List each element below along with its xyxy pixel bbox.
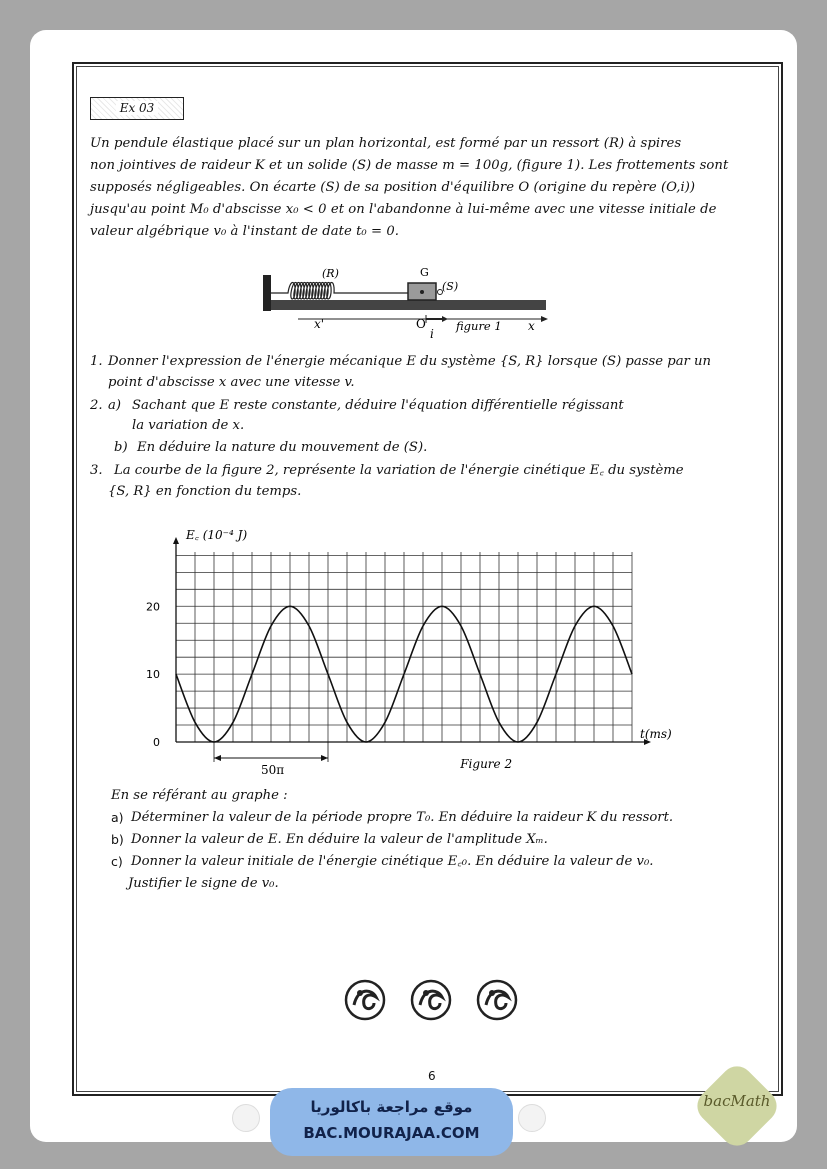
exercise-label — [90, 97, 184, 120]
solid-label: (S) — [442, 280, 459, 293]
x-label: x — [528, 319, 535, 333]
x-axis-label: t(ms) — [640, 727, 672, 741]
center-of-mass-dot — [420, 290, 424, 294]
graph-question-b-letter: b) — [111, 832, 124, 847]
y-tick-label: 20 — [146, 600, 160, 614]
graph-question-a-letter: a) — [111, 810, 124, 825]
question-1-number: 1. — [90, 354, 103, 369]
intro-line: non jointives de raideur K et un solide (S) de masse m = 100g, (figure 1). Les frottements sont — [90, 158, 729, 173]
ornament-icon — [412, 981, 450, 1019]
question-2a-letter: a) — [108, 398, 122, 413]
annotation-arrow-right — [321, 755, 328, 761]
horizontal-plane — [271, 300, 546, 310]
question-2-number: 2. — [90, 398, 103, 413]
figure-1-caption: figure 1 — [456, 319, 502, 333]
site-badge-url[interactable]: BAC.MOURAJAA.COM — [303, 1124, 480, 1142]
exercise-label-text: Ex 03 — [116, 101, 159, 115]
wall — [263, 275, 271, 311]
period-annotation — [214, 742, 328, 762]
spring-label: (R) — [322, 267, 339, 280]
graph-question-c-line-2: Justifier le signe de v₀. — [128, 876, 279, 891]
center-label: G — [420, 266, 429, 279]
chart-grid — [176, 552, 632, 742]
y-tick-label: 0 — [153, 736, 160, 749]
figure-2-caption: Figure 2 — [460, 757, 513, 771]
figure-2-chart — [146, 520, 690, 780]
question-2b-text: En déduire la nature du mouvement de (S). — [137, 440, 428, 455]
question-3-line-1: La courbe de la figure 2, représente la variation de l'énergie cinétique E꜀ du système — [114, 463, 684, 478]
intro-line: Un pendule élastique placé sur un plan horizontal, est formé par un ressort (R) à spires — [90, 136, 682, 151]
intro-line: valeur algébrique v₀ à l'instant de date t₀ = 0. — [90, 224, 400, 239]
unit-vector-arrow — [442, 316, 448, 322]
annotation-arrow-left — [214, 755, 221, 761]
site-badge-arabic: موقع مراجعة باكالوريا — [310, 1098, 473, 1116]
bacmath-logo-text: bacMath — [703, 1092, 771, 1110]
ornament-icon — [346, 981, 384, 1019]
question-2b-letter: b) — [114, 440, 128, 455]
y-axis-arrow — [173, 537, 179, 544]
intro-line: jusqu'au point M₀ d'abscisse x₀ < 0 et on l'abandonne à lui-même avec une vitesse initiale de — [90, 202, 717, 217]
question-3-line-2: {S, R} en fonction du temps. — [108, 484, 302, 499]
y-tick-label: 10 — [146, 668, 160, 682]
period-annotation-label: 50π — [261, 763, 285, 777]
chart-axes — [173, 537, 651, 745]
unit-vector-label: i — [430, 327, 434, 341]
y-axis-label: E꜀ (10⁻⁴ J) — [186, 528, 248, 542]
question-1-line-1: Donner l'expression de l'énergie mécanique E du système {S, R} lorsque (S) passe par un — [108, 354, 712, 369]
figure-1-diagram — [258, 262, 558, 342]
spring-coil — [271, 283, 408, 300]
site-logo-icon — [232, 1104, 260, 1132]
x-axis-arrow — [541, 316, 548, 322]
question-1-line-2: point d'abscisse x avec une vitesse v. — [108, 375, 355, 390]
graph-question-b-text: Donner la valeur de E. En déduire la valeur de l'amplitude Xₘ. — [131, 832, 548, 847]
graph-questions-intro: En se référant au graphe : — [111, 788, 288, 803]
question-2a-line-2: la variation de x. — [132, 418, 245, 433]
graph-question-c-line-1: Donner la valeur initiale de l'énergie cinétique E꜀₀. En déduire la valeur de v₀. — [131, 854, 654, 869]
graph-question-a-text: Déterminer la valeur de la période propre T₀. En déduire la raideur K du ressort. — [131, 810, 674, 825]
ornament-icon — [478, 981, 516, 1019]
question-2a-line-1: Sachant que E reste constante, déduire l'équation différentielle régissant — [132, 398, 624, 413]
intro-line: supposés négligeables. On écarte (S) de sa position d'équilibre O (origine du repère (O,i)) — [90, 180, 696, 195]
site-badge[interactable] — [270, 1088, 513, 1156]
origin-label: O — [416, 317, 426, 331]
site-logo-icon — [518, 1104, 546, 1132]
x-prime-label: x' — [314, 317, 325, 331]
question-3-number: 3. — [90, 463, 103, 478]
graph-question-c-letter: c) — [111, 854, 123, 869]
decorative-ornaments — [340, 975, 530, 1025]
intro-paragraph — [90, 133, 728, 243]
page-number: 6 — [428, 1069, 436, 1083]
